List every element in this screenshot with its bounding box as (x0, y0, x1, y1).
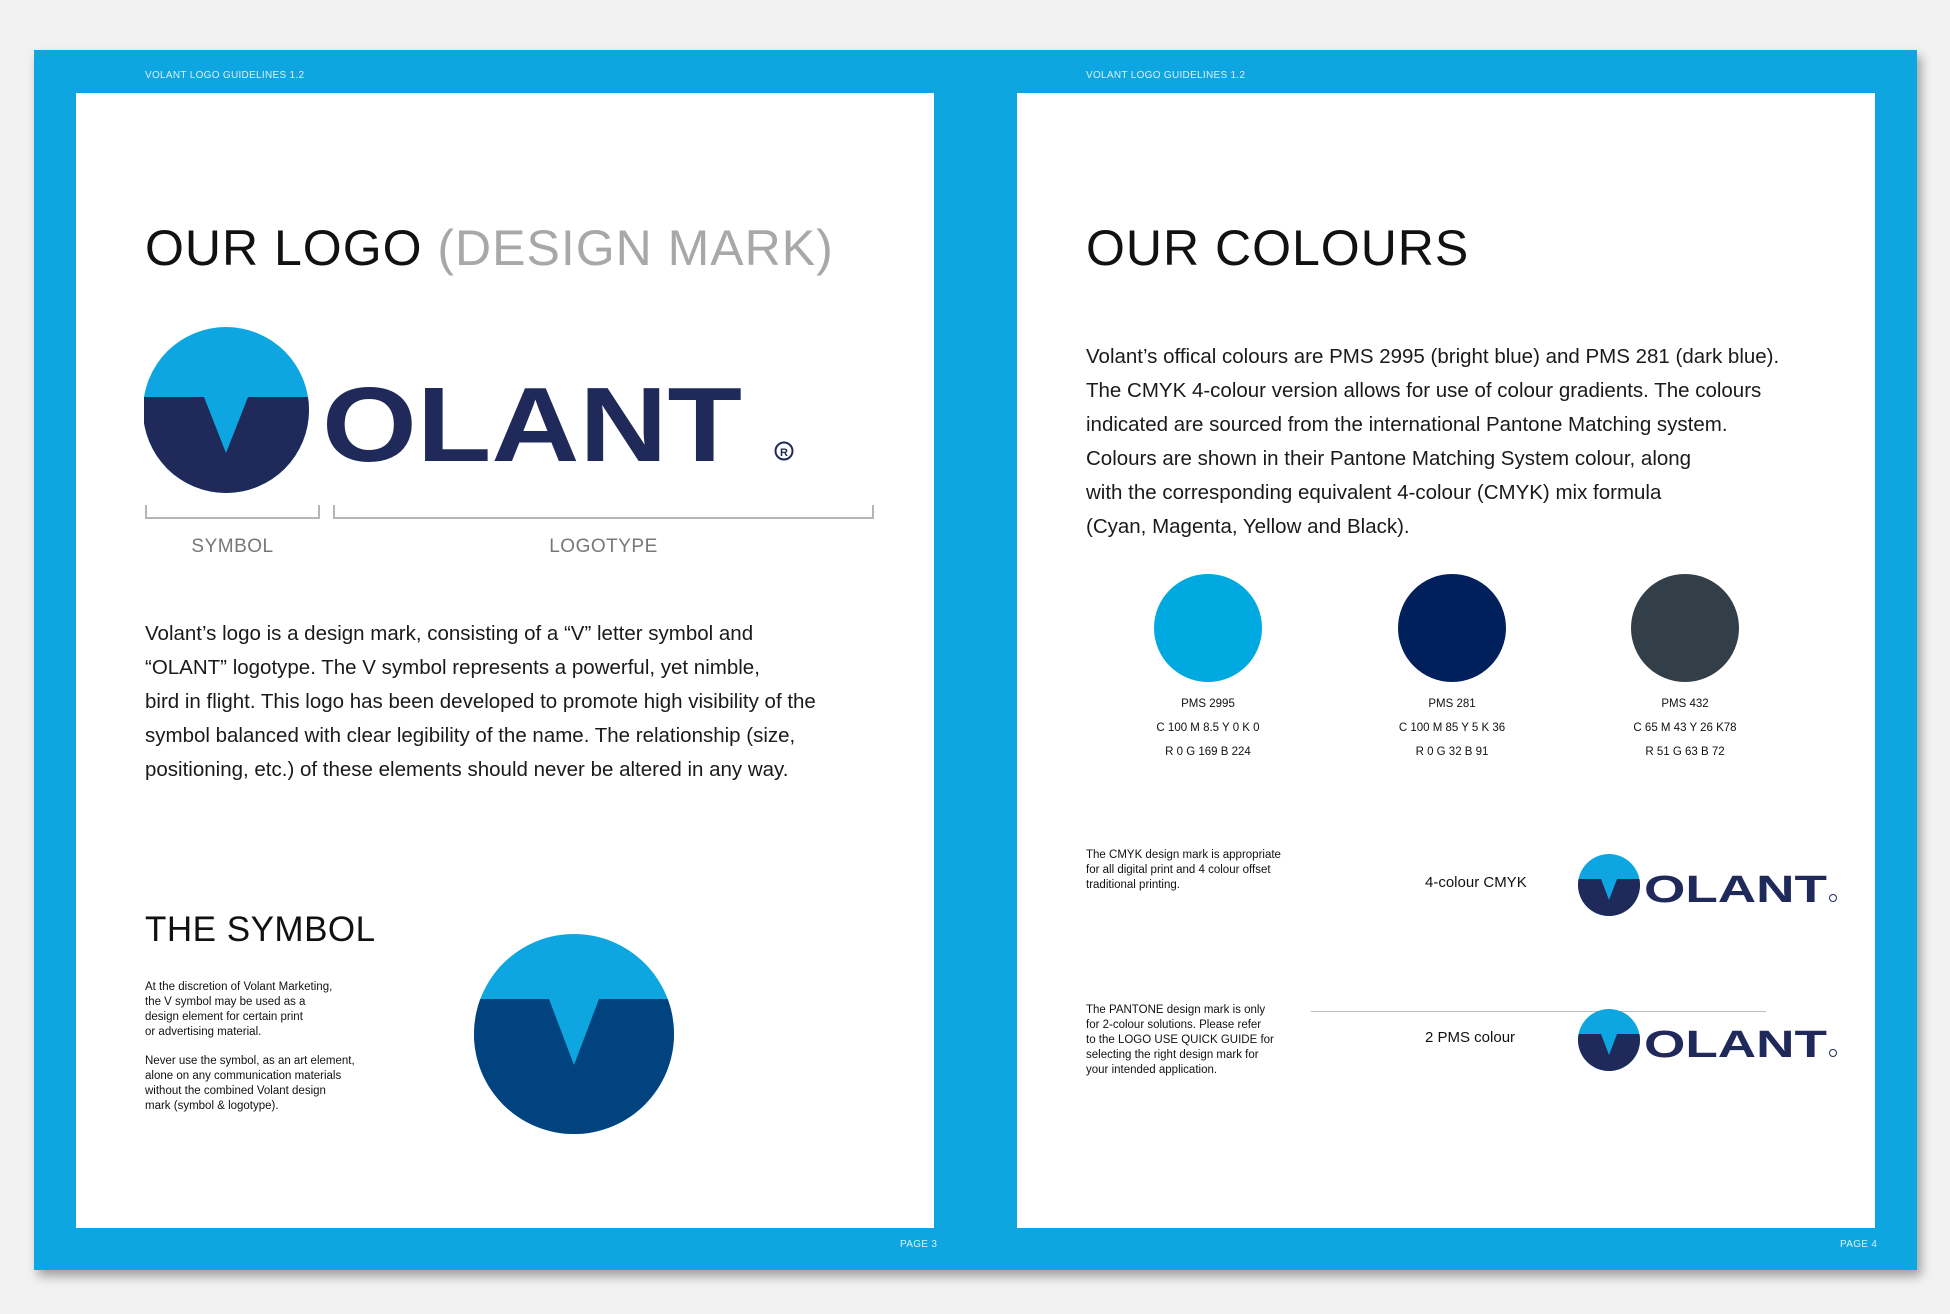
logo-intro-paragraph: Volant’s logo is a design mark, consisting of a “V” letter symbol and “OLANT” logotype. The V symbol represents a powerful, yet nimble, bird in flight. This logo has been developed to promote high visibility of the symbol balanced with clear legibility of the name. The relationship (size, positioning, etc.) of these elements should never be altered in any way. (145, 622, 816, 781)
volant-logo-pms (1578, 1007, 1848, 1073)
page-right (1017, 93, 1875, 1228)
symbol-usage-paragraph: At the discretion of Volant Marketing, the V symbol may be used as a design element for certain print or advertising material. (145, 981, 333, 1038)
swatch-info-pms-281: PMS 281 C 100 M 85 Y 5 K 36 R 0 G 32 B 91 (1398, 698, 1506, 758)
cmyk-usage-note: The CMYK design mark is appropriate for all digital print and 4 colour offset traditional printing. (1086, 849, 1281, 891)
volant-logo-large (144, 325, 824, 500)
title-main: OUR LOGO (145, 220, 423, 276)
running-head-right: VOLANT LOGO GUIDELINES 1.2 (1086, 70, 1246, 81)
swatch-pms-281 (1398, 574, 1506, 682)
cmyk-logo-wordmark: OLANT (1644, 869, 1827, 911)
logotype-label: LOGOTYPE (549, 536, 658, 557)
running-head-left: VOLANT LOGO GUIDELINES 1.2 (145, 70, 305, 81)
volant-logo-cmyk (1578, 852, 1848, 918)
pms-logo-label: 2 PMS colour (1425, 1029, 1516, 1046)
page-title-our-logo (145, 219, 834, 277)
page-number-right: PAGE 4 (1840, 1239, 1878, 1250)
symbol-bracket (145, 505, 320, 519)
symbol-warning-paragraph: Never use the symbol, as an art element, alone on any communication materials without the combined Volant design mark (symbol & logotype). (145, 1055, 355, 1112)
swatch-info-pms-2995: PMS 2995 C 100 M 8.5 Y 0 K 0 R 0 G 169 B 224 (1156, 698, 1260, 758)
page-number-left: PAGE 3 (900, 1239, 938, 1250)
svg-text:R: R (780, 447, 788, 459)
logotype-wordmark: OLANT (322, 366, 742, 484)
logotype-bracket (333, 505, 874, 519)
page-title-our-colours: OUR COLOURS (1086, 220, 1470, 276)
swatch-info-pms-432: PMS 432 C 65 M 43 Y 26 K78 R 51 G 63 B 72 (1633, 698, 1737, 758)
v-symbol-large (471, 931, 677, 1137)
page-left (76, 93, 934, 1228)
title-muted: (DESIGN MARK) (437, 220, 834, 276)
colours-intro-paragraph: Volant’s offical colours are PMS 2995 (bright blue) and PMS 281 (dark blue). The CMYK 4-colour version allows for use of colour gradients. The colours indicated are sourced from the international Pantone Matching system. Colours are shown in their Pantone Matching System colour, along with the corresponding equivalent 4-colour (CMYK) mix formula (Cyan, Magenta, Yellow and Black). (1086, 345, 1780, 538)
symbol-label: SYMBOL (191, 536, 274, 557)
pms-logo-wordmark: OLANT (1644, 1024, 1827, 1066)
cmyk-logo-label: 4-colour CMYK (1425, 874, 1527, 891)
pantone-usage-note: The PANTONE design mark is only for 2-colour solutions. Please refer to the LOGO USE QUICK GUIDE for selecting the right design mark for your intended application. (1086, 1004, 1274, 1076)
swatch-pms-432 (1631, 574, 1739, 682)
swatch-pms-2995 (1154, 574, 1262, 682)
brochure-spread (34, 50, 1917, 1270)
symbol-section-title: THE SYMBOL (145, 910, 376, 949)
